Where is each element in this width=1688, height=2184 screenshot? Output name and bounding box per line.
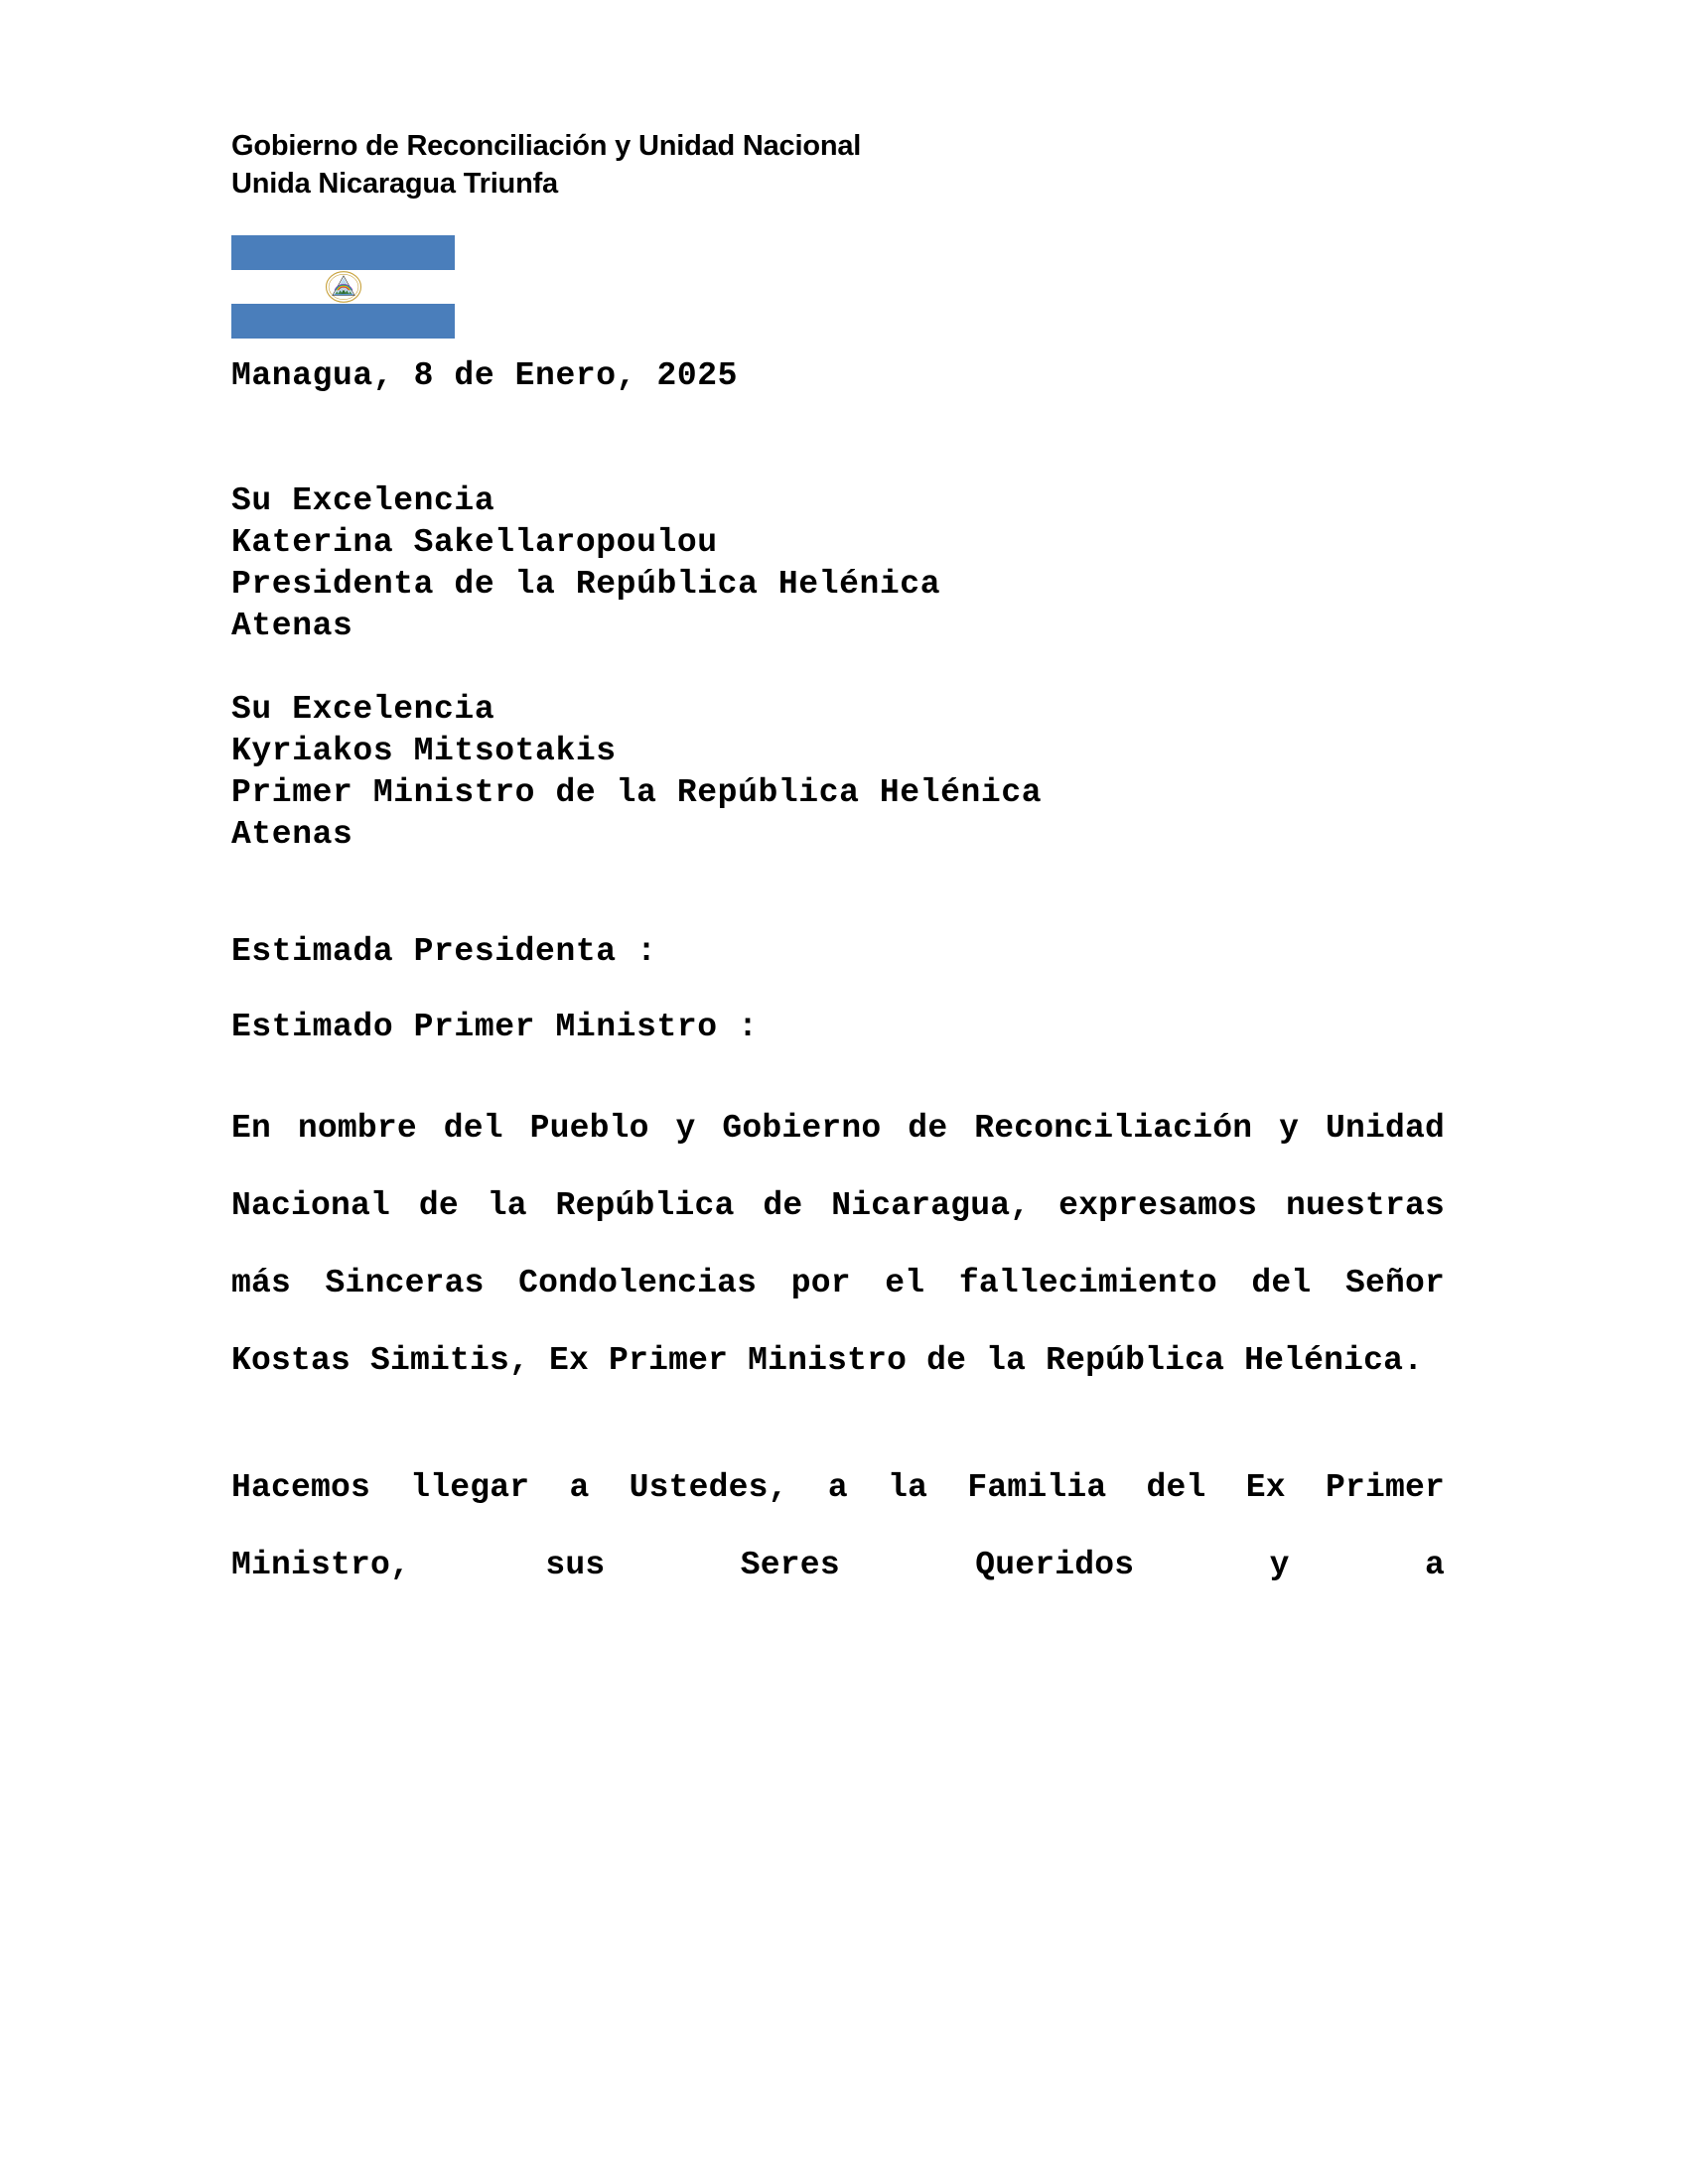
nicaragua-coat-of-arms-icon <box>325 271 362 303</box>
flag-band-middle-white <box>231 270 455 305</box>
letterhead-line-2: Unida Nicaragua Triunfa <box>231 168 558 200</box>
nicaragua-flag-icon <box>231 235 455 339</box>
addressee-city: Atenas <box>231 608 353 644</box>
spacer <box>231 856 1445 931</box>
spacer <box>231 647 1445 689</box>
addressee-honorific: Su Excelencia <box>231 691 495 728</box>
addressee-block-prime-minister <box>231 689 1445 856</box>
salutation-prime-minister: Estimado Primer Ministro : <box>231 1009 759 1045</box>
spacer <box>231 1048 1445 1090</box>
spacer <box>231 397 1445 480</box>
addressee-title: Primer Ministro de la República Helénica <box>231 774 1043 811</box>
body-paragraph-1: En nombre del Pueblo y Gobierno de Reconciliación y Unidad Nacional de la República de Nicaragua, expresamos nuestras más Sinceras Condolencias por el fallecimiento del Señor Kostas Simitis, Ex Primer Ministro de la República Helénica. <box>231 1110 1445 1379</box>
flag-band-bottom-blue <box>231 304 455 339</box>
salutation-president: Estimada Presidenta : <box>231 933 657 970</box>
addressee-block-president <box>231 480 1445 647</box>
letter-content <box>231 355 1445 1682</box>
flag-band-top-blue <box>231 235 455 270</box>
date-line: Managua, 8 de Enero, 2025 <box>231 357 739 394</box>
addressee-city: Atenas <box>231 816 353 853</box>
body-paragraph-2: Hacemos llegar a Ustedes, a la Familia del Ex Primer Ministro, sus Seres Queridos y a <box>231 1469 1445 1583</box>
spacer <box>231 1400 1445 1449</box>
addressee-honorific: Su Excelencia <box>231 482 495 519</box>
addressee-title: Presidenta de la República Helénica <box>231 566 941 603</box>
spacer <box>231 973 1445 1007</box>
letterhead-line-1: Gobierno de Reconciliación y Unidad Nacional <box>231 130 862 162</box>
addressee-name: Katerina Sakellaropoulou <box>231 524 718 561</box>
addressee-name: Kyriakos Mitsotakis <box>231 733 617 769</box>
letterhead <box>231 127 1473 203</box>
